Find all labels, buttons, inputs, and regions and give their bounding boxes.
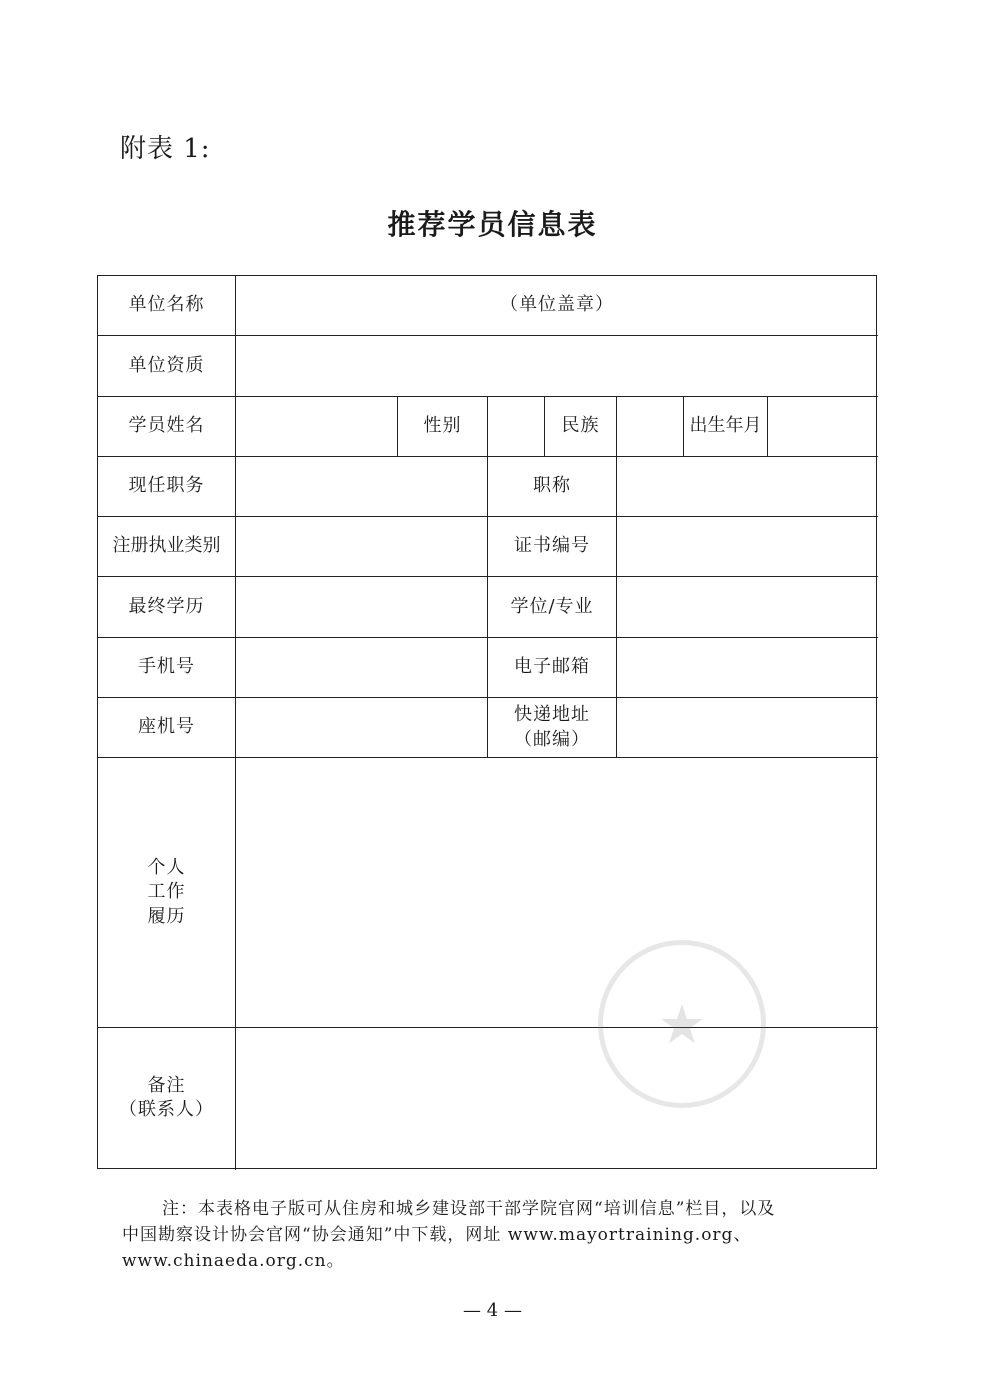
address-field[interactable] (617, 698, 878, 757)
resume-label (98, 758, 235, 1027)
birth-field[interactable] (768, 397, 878, 456)
job-title-field[interactable] (617, 457, 878, 516)
landline-label: 座机号 (138, 716, 195, 738)
faded-seal-stamp (598, 940, 766, 1108)
address-label-line2: （邮编） (514, 728, 590, 750)
gender-field[interactable] (488, 397, 544, 456)
landline-field[interactable] (236, 698, 487, 757)
attachment-label: 附表 1: (120, 134, 211, 164)
unit-name-label: 单位名称 (128, 294, 205, 316)
remarks-label (98, 1028, 235, 1168)
current-position-field[interactable] (236, 457, 487, 516)
certificate-no-label: 证书编号 (514, 535, 590, 557)
registered-practice-label: 注册执业类别 (112, 535, 221, 557)
page-title: 推荐学员信息表 (387, 208, 598, 241)
degree-major-field[interactable] (617, 577, 878, 637)
remarks-label-line2: （联系人） (119, 1099, 214, 1120)
mobile-label: 手机号 (138, 656, 195, 678)
degree-major-label: 学位/专业 (510, 595, 594, 617)
footnote-line1: 注：本表格电子版可从住房和城乡建设部干部学院官网“培训信息”栏目，以及 (162, 1199, 776, 1219)
current-position-label: 现任职务 (128, 475, 205, 497)
address-label (488, 698, 616, 757)
resume-label-line3: 履历 (147, 905, 186, 927)
remarks-label-line1: 备注 (147, 1074, 186, 1096)
footnote-line3: www.chinaeda.org.cn。 (122, 1251, 345, 1271)
ethnicity-field[interactable] (617, 397, 683, 456)
unit-qualification-field[interactable] (236, 336, 878, 396)
certificate-no-field[interactable] (617, 517, 878, 576)
footnote (122, 1196, 862, 1274)
student-name-field[interactable] (236, 397, 397, 456)
remarks-field[interactable] (236, 1028, 878, 1168)
ethnicity-label: 民族 (561, 415, 600, 437)
job-title-label: 职称 (533, 475, 571, 497)
email-field[interactable] (617, 638, 878, 697)
resume-label-line2: 工作 (147, 881, 186, 903)
registered-practice-field[interactable] (236, 517, 487, 576)
page-number: — 4 — (463, 1300, 522, 1321)
unit-qualification-label: 单位资质 (128, 354, 205, 376)
student-name-label: 学员姓名 (128, 415, 205, 437)
star-icon: ★ (657, 993, 707, 1056)
footnote-line2: 中国勘察设计协会官网“协会通知”中下载，网址 www.mayortraining.org、 (122, 1225, 752, 1245)
address-label-line1: 快递地址 (514, 704, 590, 726)
education-field[interactable] (236, 577, 487, 637)
resume-field[interactable] (236, 758, 878, 1027)
gender-label: 性别 (423, 415, 462, 437)
resume-label-line1: 个人 (147, 857, 186, 879)
unit-seal-field[interactable]: （单位盖章） (500, 294, 614, 316)
birth-label: 出生年月 (689, 415, 762, 437)
education-label: 最终学历 (128, 595, 205, 617)
email-label: 电子邮箱 (514, 656, 590, 678)
mobile-field[interactable] (236, 638, 487, 697)
